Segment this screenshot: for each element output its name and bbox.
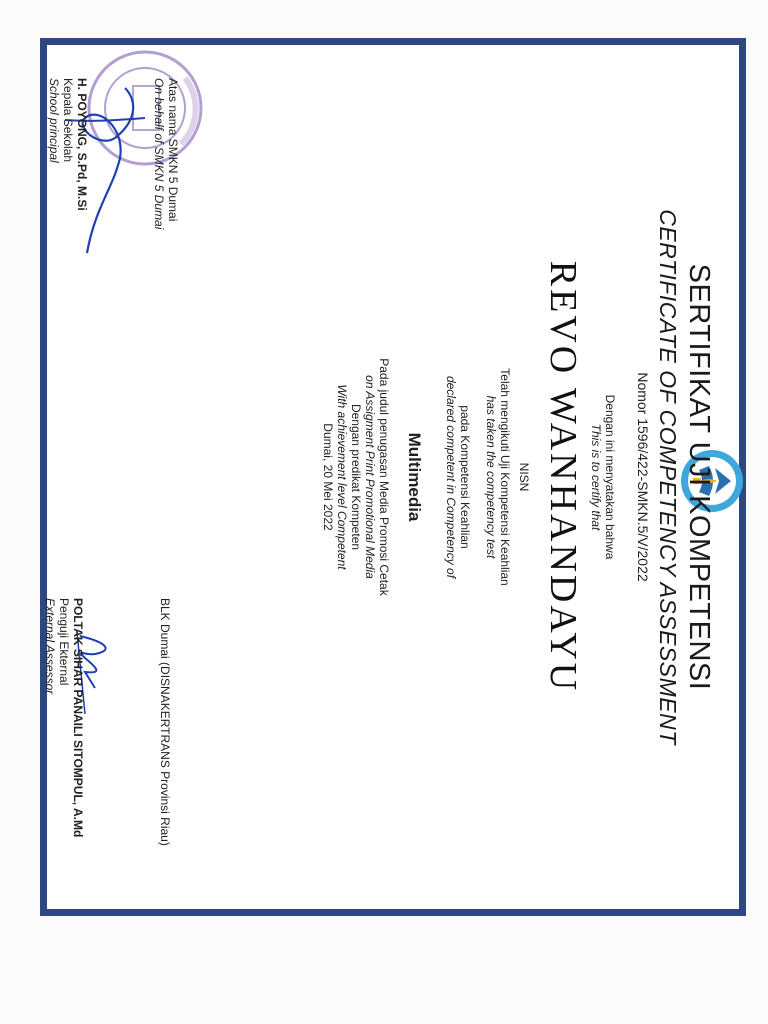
taken-text-en: has taken the competency test xyxy=(484,395,498,559)
competency-text-id: pada Kompetensi Keahlian xyxy=(458,405,472,549)
recipient-name: REVO WANHANDAYU xyxy=(542,260,584,694)
competency-text-en: declared competent in Competency of xyxy=(444,375,458,579)
principal-behalf-id: Atas nama SMKN 5 Dumai xyxy=(166,78,180,222)
certificate-content xyxy=(39,38,745,916)
taken-text-id: Telah mengikuti Uji Kompetensi Keahlian xyxy=(498,368,512,586)
certificate-number: Nomor 1596/422-SMKN.5/V/2022 xyxy=(635,372,651,582)
competency-field: Multimedia xyxy=(405,432,424,522)
assignment-title: Print Promotional Media xyxy=(363,450,377,579)
assessor-name: POLTAK SIHAR PANAILI SITOMPUL, A.Md xyxy=(71,598,85,838)
assessor-role-en: External Assessor xyxy=(43,598,57,695)
predicate-text-id: Dengan predikat Kompeten xyxy=(349,403,363,551)
principal-name: H. POYONG, S.Pd, M.Si xyxy=(75,78,89,211)
principal-role-id: Kepala Sekolah xyxy=(61,78,75,163)
assessor-role-id: Penguji Ekternal xyxy=(57,598,71,686)
date-place: Dumai, 20 Mei 2022 xyxy=(321,423,335,531)
certify-text-en: This is to certify that xyxy=(589,423,603,531)
assignment-text-en xyxy=(363,38,377,916)
principal-role-en: School principal xyxy=(47,78,61,163)
assignment-prefix: on Assigment xyxy=(363,375,377,448)
principal-behalf-en: On behalf of SMKN 5 Dumai xyxy=(152,78,166,230)
certificate-subtitle: CERTIFICATE OF COMPETENCY ASSESSMENT xyxy=(655,209,681,745)
assignment-text-id: Pada judul penugasan Media Promosi Cetak xyxy=(377,358,391,596)
nisn-label: NISN xyxy=(517,462,531,492)
certificate-title: SERTIFIKAT UJI KOMPETENSI xyxy=(683,263,715,691)
certify-text-id: Dengan ini menyatakan bahwa xyxy=(603,394,617,560)
predicate-text-en: With achievement level Competent xyxy=(335,384,349,570)
assessor-organization: BLK Dumai (DISNAKERTRANS Provinsi Riau) xyxy=(158,598,172,846)
